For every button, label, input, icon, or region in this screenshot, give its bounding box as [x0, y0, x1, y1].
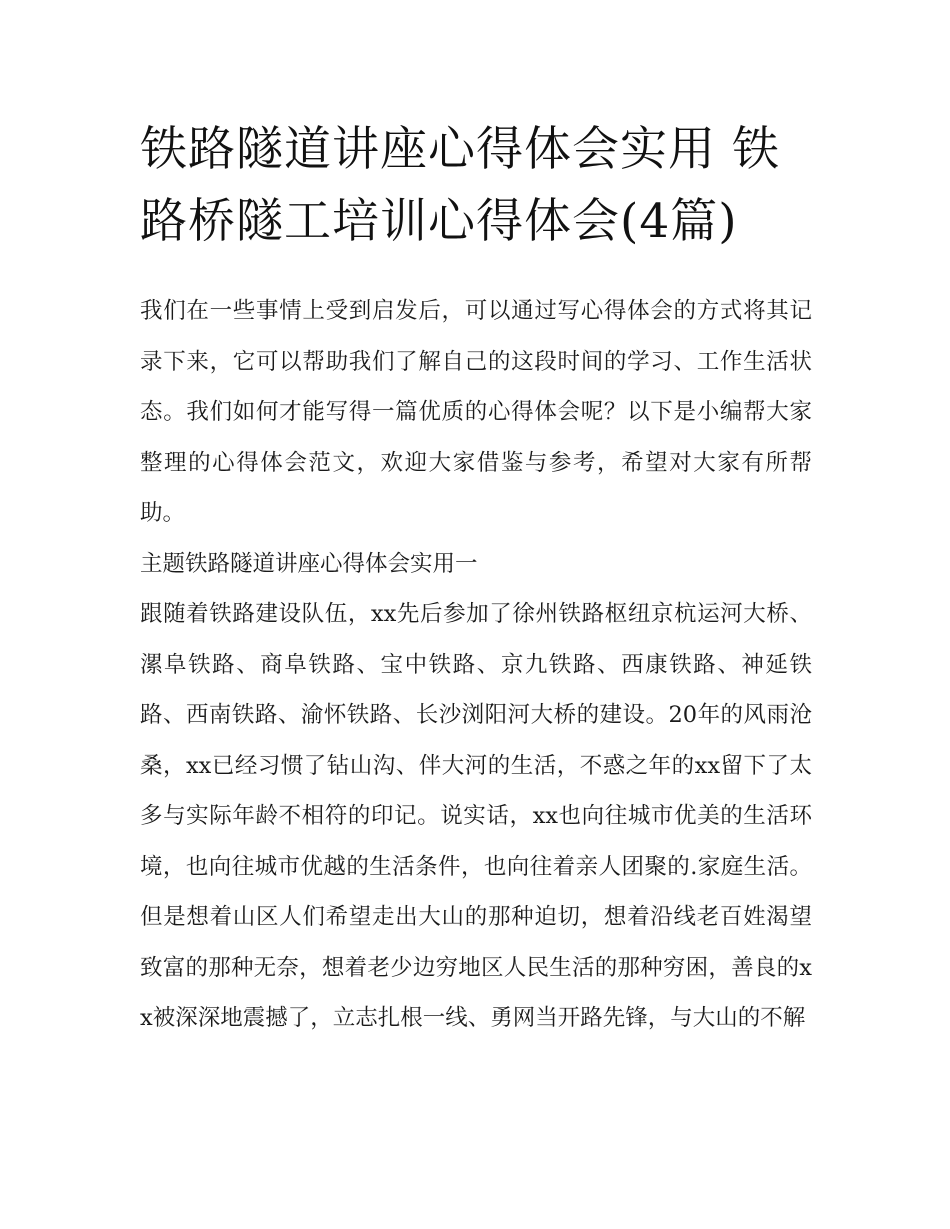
section-heading: 主题铁路隧道讲座心得体会实用一	[140, 550, 478, 577]
document-title: 铁路隧道讲座心得体会实用 铁路桥隧工培训心得体会(4篇)	[140, 122, 780, 249]
intro-paragraph: 我们在一些事情上受到启发后，可以通过写心得体会的方式将其记录下来，它可以帮助我们了解自己的这段时间的学习、工作生活状态。我们如何才能写得一篇优质的心得体会呢？以下是小编帮大家整理的心得体会范文，欢迎大家借鉴与参考，希望对大家有所帮助。	[140, 298, 812, 526]
document-content	[140, 114, 812, 1044]
section-paragraph: 跟随着铁路建设队伍，xx先后参加了徐州铁路枢纽京杭运河大桥、漯阜铁路、商阜铁路、宝中铁路、京九铁路、西康铁路、神延铁路、西南铁路、渝怀铁路、长沙浏阳河大桥的建设。20年的风雨沧桑，xx已经习惯了钻山沟、伴大河的生活，不惑之年的xx留下了太多与实际年龄不相符的印记。说实话，xx也向往城市优美的生活环境，也向往城市优越的生活条件，也向往着亲人团聚的.家庭生活。但是想着山区人们希望走出大山的那种迫切，想着沿线老百姓渴望致富的那种无奈，想着老少边穷地区人民生活的那种穷困，善良的xx被深深地震撼了，立志扎根一线、勇网当开路先锋，与大山的不解	[140, 601, 812, 1031]
